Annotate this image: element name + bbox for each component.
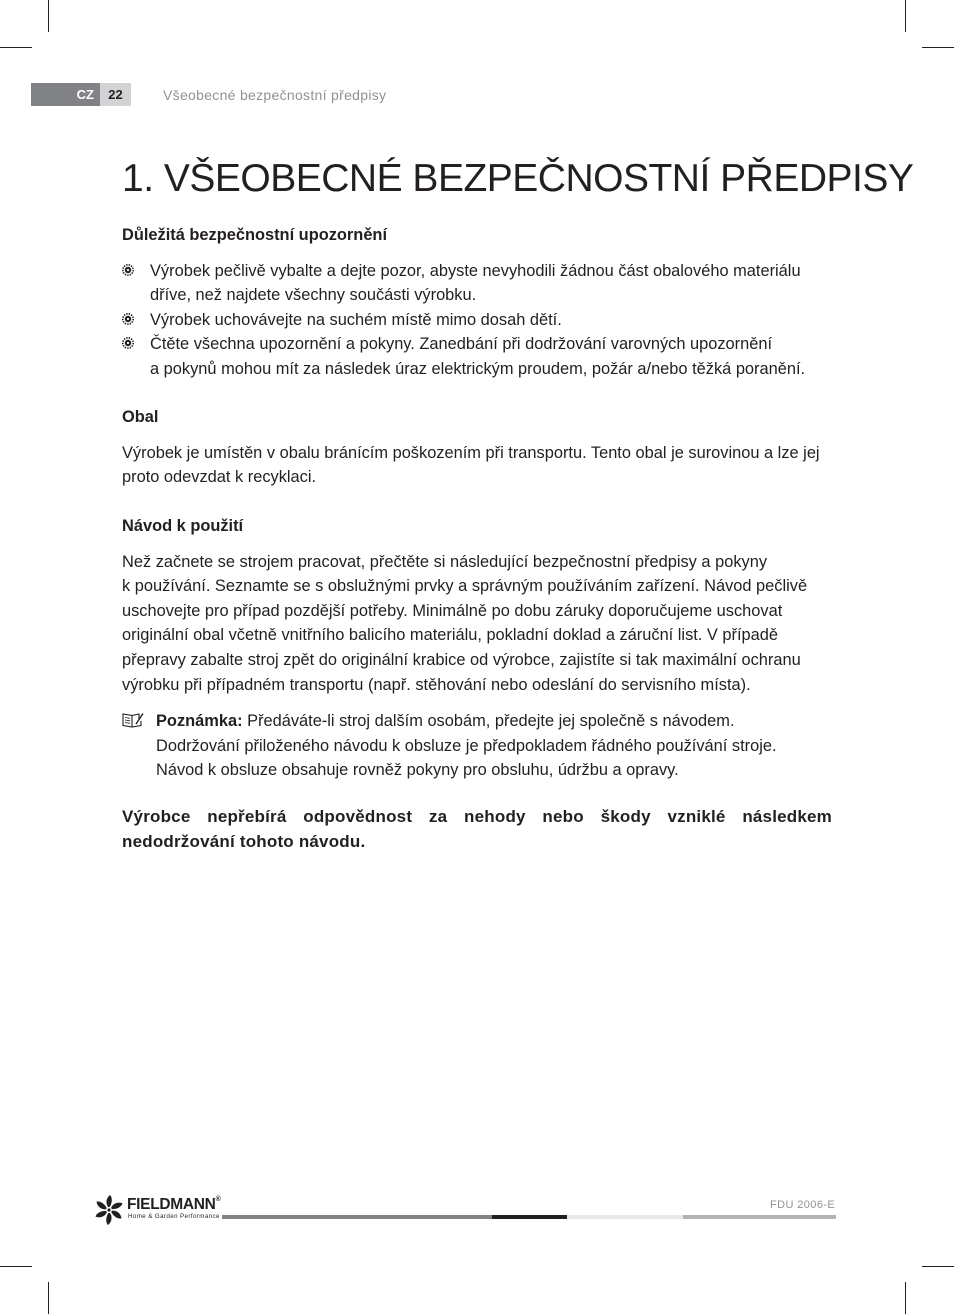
list-item bbox=[122, 332, 832, 381]
section-manual bbox=[122, 514, 832, 697]
logo-wordmark: FIELDMANN® bbox=[127, 1196, 221, 1213]
language-tab: CZ bbox=[31, 83, 100, 106]
logo-tagline: Home & Garden Performance bbox=[128, 1213, 220, 1220]
list-item-line: dříve, než najdete všechny součásti výrobku. bbox=[150, 286, 477, 305]
section-heading: Obal bbox=[122, 408, 159, 426]
section-safety-warnings bbox=[122, 223, 832, 382]
fieldmann-logo bbox=[93, 1194, 223, 1226]
paragraph-line: proto odevzdat k recyklaci. bbox=[122, 468, 317, 487]
crop-mark bbox=[905, 1282, 906, 1314]
section-heading: Důležitá bezpečnostní upozornění bbox=[122, 226, 387, 244]
gear-bullet-icon bbox=[122, 313, 134, 325]
page-title: 1. VŠEOBECNÉ BEZPEČNOSTNÍ PŘEDPISY bbox=[122, 157, 914, 200]
liability-disclaimer: Výrobce nepřebírá odpovědnost za nehody nebo škody vzniklé následkem nedodržování tohoto návodu. bbox=[122, 807, 832, 851]
crop-mark bbox=[0, 1266, 32, 1267]
crop-mark bbox=[48, 1282, 49, 1314]
crop-mark bbox=[922, 47, 954, 48]
list-item bbox=[122, 308, 832, 333]
list-item-line: a pokynů mohou mít za následek úraz elektrickým proudem, požár a/nebo těžká poranění. bbox=[150, 359, 806, 378]
paragraph bbox=[122, 550, 832, 698]
crop-mark bbox=[48, 0, 49, 32]
paragraph-line: Výrobek je umístěn v obalu bránícím poškozením při transportu. Tento obal je surovinou a lze jej bbox=[122, 443, 820, 462]
page-header-tab bbox=[31, 83, 131, 106]
section-packaging bbox=[122, 405, 832, 490]
paragraph-line: přepravy zabalte stroj zpět do originální krabice od výrobce, zajistíte si tak maximální ochranu bbox=[122, 650, 801, 669]
list-item bbox=[122, 259, 832, 308]
note-text bbox=[122, 709, 822, 783]
footer-rule bbox=[222, 1215, 492, 1219]
list-item-line: Výrobek uchovávejte na suchém místě mimo dosah dětí. bbox=[150, 310, 562, 329]
note-line: Návod k obsluze obsahuje rovněž pokyny pro obsluhu, údržbu a opravy. bbox=[156, 761, 679, 780]
paragraph-line: uschovejte pro případ pozdější potřeby. Minimálně po dobu záruky doporučujeme uschovat bbox=[122, 601, 783, 620]
note-line: Dodržování přiloženého návodu k obsluze je předpokladem řádného používání stroje. bbox=[156, 736, 777, 755]
crop-mark bbox=[922, 1266, 954, 1267]
gear-bullet-icon bbox=[122, 264, 134, 276]
note-box bbox=[122, 709, 822, 783]
list-item-line: Výrobek pečlivě vybalte a dejte pozor, abyste nevyhodili žádnou část obalového materiálu bbox=[150, 261, 801, 280]
note-label: Poznámka: bbox=[156, 712, 243, 730]
bullet-list bbox=[122, 259, 832, 382]
running-header: Všeobecné bezpečnostní předpisy bbox=[163, 87, 387, 103]
crop-mark bbox=[0, 47, 32, 48]
footer-rule bbox=[567, 1215, 683, 1219]
page-number: 22 bbox=[100, 83, 131, 106]
model-number: FDU 2006-E bbox=[770, 1199, 836, 1211]
note-first-line: Předáváte-li stroj dalším osobám, předejte jej společně s návodem. bbox=[242, 712, 735, 730]
note-line bbox=[156, 709, 822, 734]
paragraph bbox=[122, 441, 832, 490]
paragraph-line: výrobku při případném transportu (např. stěhování nebo odeslání do servisního místa). bbox=[122, 675, 751, 694]
list-item-line: Čtěte všechna upozornění a pokyny. Zanedbání při dodržování varovných upozornění bbox=[150, 335, 773, 354]
paragraph-line: originální obal včetně vnitřního balicího materiálu, pokladní doklad a záruční list. V případě bbox=[122, 626, 779, 645]
section-heading: Návod k použití bbox=[122, 517, 244, 535]
paragraph-line: Než začnete se strojem pracovat, přečtěte si následující bezpečnostní předpisy a pokyny bbox=[122, 552, 768, 571]
open-book-note-icon bbox=[122, 711, 144, 729]
gear-bullet-icon bbox=[122, 337, 134, 349]
fieldmann-fan-logo-icon bbox=[93, 1194, 125, 1226]
footer-rule bbox=[683, 1215, 836, 1219]
paragraph-line: k používání. Seznamte se s obslužnými prvky a správným používáním zařízení. Návod pečlivě bbox=[122, 577, 808, 596]
crop-mark bbox=[905, 0, 906, 32]
footer-rule bbox=[492, 1215, 567, 1219]
